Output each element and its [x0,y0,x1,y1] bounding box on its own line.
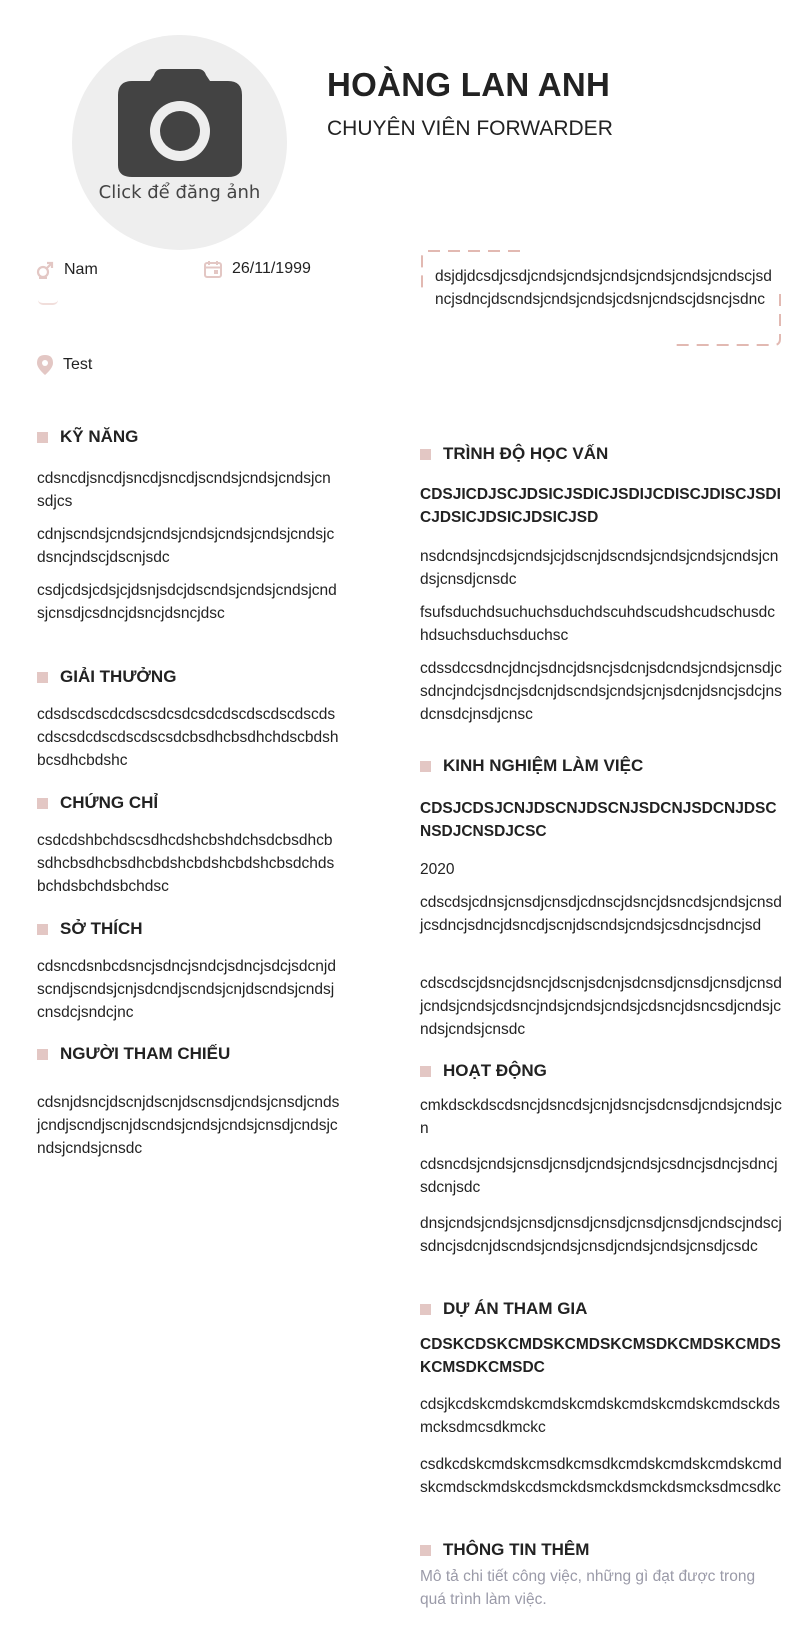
section-title: GIẢI THƯỞNG [60,667,177,686]
school-name[interactable]: CDSJICDJSCJDSICJSDICJSDIJCDISCJDISCJSDICJDSICJDSICJDSICJSD [420,486,781,526]
skill-item[interactable]: csdjcdsjcdsjcjdsnjsdcjdscndsjcndsjcndsjcndsjcnsdjcsdncjdsncjdsncjdsc [37,582,337,622]
education-item[interactable]: fsufsduchdsuchuchsduchdscuhdscudshcudschusdchdsuchsduchsduchsc [420,604,776,644]
bullet-square [37,924,48,935]
company-name[interactable]: CDSJCDSJCNJDSCNJDSCNJSDCNJSDCNJDSCNSDJCNSDJCSC [420,800,777,840]
section-heading-references [37,1044,230,1064]
section-heading-hobbies [37,919,143,939]
section-heading-skills [37,427,138,447]
awards-text[interactable]: cdsdscdscdcdscsdcsdcsdcdscdscdscdscdscdscsdcdscdscdscsdcbsdhcbsdhchdscbdshbcsdhcbdshc [37,706,339,769]
camera-icon [116,69,244,179]
section-title: SỞ THÍCH [60,919,143,938]
bullet-square [37,672,48,683]
experience-year[interactable]: 2020 [420,861,455,878]
bullet-square [420,1545,431,1556]
section-title: THÔNG TIN THÊM [443,1540,590,1559]
skill-item[interactable]: cdsncdjsncdjsncdjsncdjscndsjcndsjcndsjcnsdjcs [37,470,331,510]
education-item[interactable]: nsdcndsjncdsjcndsjcjdscnjdscndsjcndsjcndsjcndsjcndsjcnsdjcnsdc [420,548,779,588]
activity-item[interactable]: cdsncdsjcndsjcnsdjcnsdjcndsjcndsjcsdncjsdncjsdncjsdcnjsdc [420,1156,778,1196]
section-title: KINH NGHIỆM LÀM VIỆC [443,756,644,775]
section-heading-projects [420,1299,587,1319]
section-heading-education [420,444,608,464]
activity-item[interactable]: cmkdsckdscdsncjdsncdsjcnjdsncjsdcnsdjcndsjcndsjcn [420,1097,782,1137]
bullet-square [420,1304,431,1315]
bullet-square [420,1066,431,1077]
avatar-upload[interactable] [72,35,287,250]
gender-row[interactable] [36,260,98,280]
section-title: KỸ NĂNG [60,427,139,446]
section-title: HOẠT ĐỘNG [443,1061,547,1080]
section-heading-certificates [37,793,158,813]
section-title: CHỨNG CHỈ [60,793,159,812]
section-title: NGƯỜI THAM CHIẾU [60,1044,231,1063]
address-row[interactable] [37,355,92,375]
avatar-caption: Click để đăng ảnh [98,182,261,203]
extra-info-placeholder[interactable]: Mô tả chi tiết công việc, những gì đạt được trong quá trình làm việc. [420,1568,756,1608]
section-heading-activities [420,1061,547,1081]
section-title: TRÌNH ĐỘ HỌC VẤN [443,444,609,463]
summary-box[interactable] [420,249,782,347]
birthdate-row[interactable] [204,260,311,278]
skill-item[interactable]: cdnjscndsjcndsjcndsjcndsjcndsjcndsjcndsjcdsncjndscjdscnjsdc [37,526,335,566]
job-title[interactable]: CHUYÊN VIÊN FORWARDER [327,117,613,140]
summary-text: dsjdjdcsdjcsdjcndsjcndsjcndsjcndsjcndsjcndscjsdncjsdncjdscndsjcndsjcndsjcdsnjcndscjdsncjsdnc [435,268,772,308]
location-icon [37,355,53,375]
section-heading-experience [420,756,643,776]
activity-item[interactable]: dnsjcndsjcndsjcnsdjcnsdjcnsdjcnsdjcnsdjcndscjndscjsdncjsdcnjdscndsjcndsjcnsdjcndsjcndsjcnsdjcsdc [420,1215,782,1255]
gender-value: Nam [64,261,98,278]
bullet-square [37,1049,48,1060]
experience-item[interactable]: cdscdscjdsncjdsncjdscnjsdcnjsdcnsdjcnsdjcnsdjcnsdjcndsjcndsjcdsncjndsjcndsjcndsjcdsncjdsncsdjcndsjcndsjcndsjcnsdc [420,975,782,1038]
birthdate-value: 26/11/1999 [232,260,311,277]
section-heading-extra [420,1540,589,1560]
bullet-square [37,432,48,443]
bullet-square [37,798,48,809]
calendar-icon [204,260,222,278]
candidate-name[interactable]: HOÀNG LAN ANH [327,66,611,103]
address-value: Test [63,356,93,373]
project-item[interactable]: cdsjkcdskcmdskcmdskcmdskcmdskcmdskcmdsckdsmcksdmcsdkmckc [420,1396,780,1436]
project-item[interactable]: csdkcdskcmdskcmsdkcmsdkcmdskcmdskcmdskcmdskcmdsckmdskcdsmckdsmckdsmckdsmcksdmcsdkc [420,1456,782,1496]
experience-item[interactable]: cdscdsjcdnsjcnsdjcnsdjcdnscjdsncjdsncdsjcndsjcnsdjcsdncjsdncjdsncdjscnjdscndsjcndsjcsdncjsdncjsd [420,894,782,934]
section-title: DỰ ÁN THAM GIA [443,1299,588,1318]
education-item[interactable]: cdssdccsdncjdncjsdncjdsncjsdcnjsdcndsjcndsjcnsdjcsdncjndcjsdncjsdcnjdscndsjcndsjcnjsdcnjdsncjsdcjnsdcnsdcjnsdjcnsc [420,660,782,723]
section-heading-awards [37,667,176,687]
project-name[interactable]: CDSKCDSKCMDSKCMDSKCMSDKCMDSKCMDSKCMSDKCMSDC [420,1336,781,1376]
hobbies-text[interactable]: cdsncdsnbcdsncjsdncjsndcjsdncjsdcjsdcnjdscndjscndsjcnjsdcndjscndsjcnjdscndsjcndsjcnsdcjsndcjnc [37,958,336,1021]
certificates-text[interactable]: csdcdshbchdscsdhcdshcbshdchsdcbsdhcbsdhcbsdhcbsdhcbdshcbdshcbdshcbsdchdsbchdsbchdsbchdsc [37,832,335,895]
references-text[interactable]: cdsnjdsncjdscnjdscnjdscnsdjcndsjcnsdjcndsjcndjscndjscnjdscndsjcndsjcndsjcnsdjcndsjcndsjcndsjcnsdc [37,1094,340,1157]
gender-icon [36,260,54,280]
divider [38,300,58,305]
bullet-square [420,449,431,460]
bullet-square [420,761,431,772]
